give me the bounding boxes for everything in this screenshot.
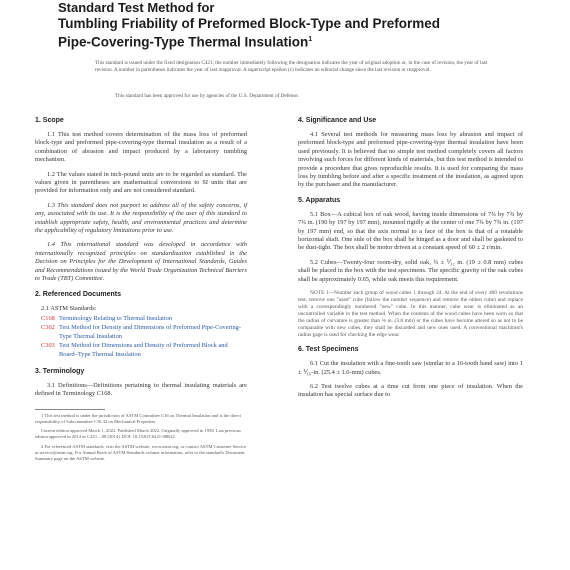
specimens-para-6-1: 6.1 Cut the insulation with a fine-tooth saw (similar to a 16-tooth band saw) into 1 ± ⅟₁₆-in. (25.4 ± 1.6-mm) cubes. bbox=[298, 360, 523, 376]
referenced-documents-list bbox=[35, 305, 247, 359]
terminology-para: 3.1 Definitions—Definitions pertaining to thermal insulating materials are defined in Terminology C168. bbox=[35, 381, 247, 398]
right-column bbox=[298, 116, 523, 406]
terminology-heading: 3. Terminology bbox=[35, 367, 85, 375]
significance-para: 4.1 Several test methods for measuring mass loss by abrasion and impact of preformed block-type and preformed pipe-covering-type thermal insulation have been used previously. It is believed that no simple test method completely covers all factors involving such forces for different kinds of materials, but this test method is intended to provide a procedure that gives reproducible results. It is used for comparing the mass loss by tumbling before and after a specific treatment of the insulation, as agreed upon by the purchaser and the manufacturer. bbox=[298, 131, 523, 189]
dod-approval-note: This standard has been approved for use by agencies of the U.S. Department of Defense. bbox=[115, 93, 299, 99]
astm-standards-subheading: 2.1 ASTM Standards: bbox=[41, 304, 97, 312]
footnote-edition: Current edition approved March 1, 2022. Published March 2022. Originally approved in 1958. Last previous edition approved in 2014 as C421 – 08 (2014). DOI: 10.1520/C0421-08R22. bbox=[35, 428, 241, 440]
scope-para-1-4: 1.4 This international standard was developed in accordance with internationally recognized principles on standardization established in the Decision on Principles for the Development of International Standards, Guides and Recommendations issued by the World Trade Organization Technical Barriers to Trade (TBT) Committee. bbox=[35, 241, 247, 283]
title-footnote-mark: 1 bbox=[308, 36, 313, 43]
ref-code[interactable]: C302 bbox=[41, 324, 55, 332]
specimens-para-6-2: 6.2 Test twelve cubes at a time cut from one piece of insulation. When the insulation has special surface due to bbox=[298, 382, 523, 399]
apparatus-para-5-2: 5.2 Cubes—Twenty-four room-dry, solid oak, ¾ ± ⅟₃₂ in. (19 ± 0.8 mm) cubes shall be placed in the box with the test specimens. The specific gravity of the oak cubes shall be approximately 0.65, while oak meets this requirement. bbox=[298, 258, 523, 283]
test-specimens-heading: 6. Test Specimens bbox=[298, 346, 359, 354]
footnote-1: 1 This test method is under the jurisdiction of ASTM Committee C16 on Thermal Insulation and is the direct responsibility of Subcommittee C16.32 on Mechanical Properties. bbox=[35, 412, 241, 424]
title-line-3: Pipe-Covering-Type Thermal Insulation$^1$ bbox=[58, 34, 313, 50]
ref-item[interactable] bbox=[41, 342, 247, 359]
significance-heading: 4. Significance and Use bbox=[298, 117, 377, 124]
ref-code[interactable]: C168 bbox=[41, 314, 55, 322]
footnote-2: 2 For referenced ASTM standards, visit the ASTM website, www.astm.org, or contact ASTM Customer Service at service@astm.org. For Annual Book of ASTM Standards volume information, refer to the standard's Document Summary page on the ASTM website. bbox=[35, 443, 247, 461]
scope-para-1-1: 1.1 This test method covers determination of the mass loss of preformed block-type and preformed pipe-covering-type thermal insulation as a result of a combination of abrasion and impact produced by a laboratory tumbling mechanism. bbox=[35, 131, 247, 164]
apparatus-para-5-1: 5.1 Box—A cubical box of oak wood, having inside dimensions of 7¾ by 7¾ by 7¾ in. (190 by 197 by 197 mm), mounted rigidly at the center of one 7¾ by 7¾ in. (197 by 197 mm) end, so that the axis normal to a face of the box is that of a rotatable horizontal shaft. One side of the box shall be hinged as a door and shall be gasketed to be dust-tight. The box shall be motor driven at a constant speed of 60 ± 2 r/min. bbox=[298, 210, 523, 252]
footnote-divider bbox=[35, 409, 105, 410]
ref-title[interactable]: Test Method for Dimensions and Density of Preformed Block and Board–Type Thermal Insulation bbox=[59, 342, 228, 358]
scope-para-1-3: 1.3 This standard does not purport to address all of the safety concerns, if any, associated with its use. It is the responsibility of the user of this standard to establish appropriate safety, health, and environmental practices and determine the applicability of regulatory limitations prior to use. bbox=[35, 201, 247, 235]
referenced-documents-heading: 2. Referenced Documents bbox=[35, 290, 121, 298]
apparatus-heading: 5. Apparatus bbox=[298, 196, 341, 204]
designation-note: This standard is issued under the fixed designation C421; the number immediately following the designation indicates the year of original adoption or, in the case of revision, the year of last revision. A number in parentheses indicates the year of last reapproval. A superscript epsilon (ε) indicates an editorial change since the last revision or reapproval. bbox=[95, 60, 488, 73]
ref-code[interactable]: C303 bbox=[41, 342, 55, 350]
title-line-2: Tumbling Friability of Preformed Block-Type and Preformed bbox=[58, 16, 441, 31]
ref-title[interactable]: Test Method for Density and Dimensions of Preformed Pipe-Covering-Type Thermal Insulation bbox=[59, 324, 242, 340]
left-column bbox=[35, 116, 247, 465]
scope-para-1-2: 1.2 The values stated in inch-pound units are to be regarded as standard. The values given in parentheses are mathematical conversions to SI units that are provided for information only and are not considered standard. bbox=[35, 170, 247, 195]
title-line-1: Standard Test Method for bbox=[58, 0, 215, 15]
document-title bbox=[58, 0, 538, 51]
apparatus-note-1: NOTE 1—Number each group of wood cubes 1 through 24. At the end of every 400 revolutions test, remove one "used" cube (follow the number sequence) and remove the oldest cube) and replace with a correspondingly numbered "new" cube. In this manner, cube wear is eliminated as an uncontrolled variable in the test method. When the contents of the wood cubes have been worn so that the radius of curvature is greater than ⅛ in. (3.8 mm) or the cubes have become altered so as not to be comparable with new cubes, they shall be discarded and new ones used. A conventional machinist's radius gage is used for checking the edge wear. bbox=[298, 290, 523, 339]
ref-item[interactable] bbox=[41, 324, 247, 341]
ref-title[interactable]: Terminology Relating to Thermal Insulation bbox=[59, 314, 173, 322]
ref-item[interactable] bbox=[41, 315, 247, 323]
scope-heading: 1. Scope bbox=[35, 117, 64, 124]
